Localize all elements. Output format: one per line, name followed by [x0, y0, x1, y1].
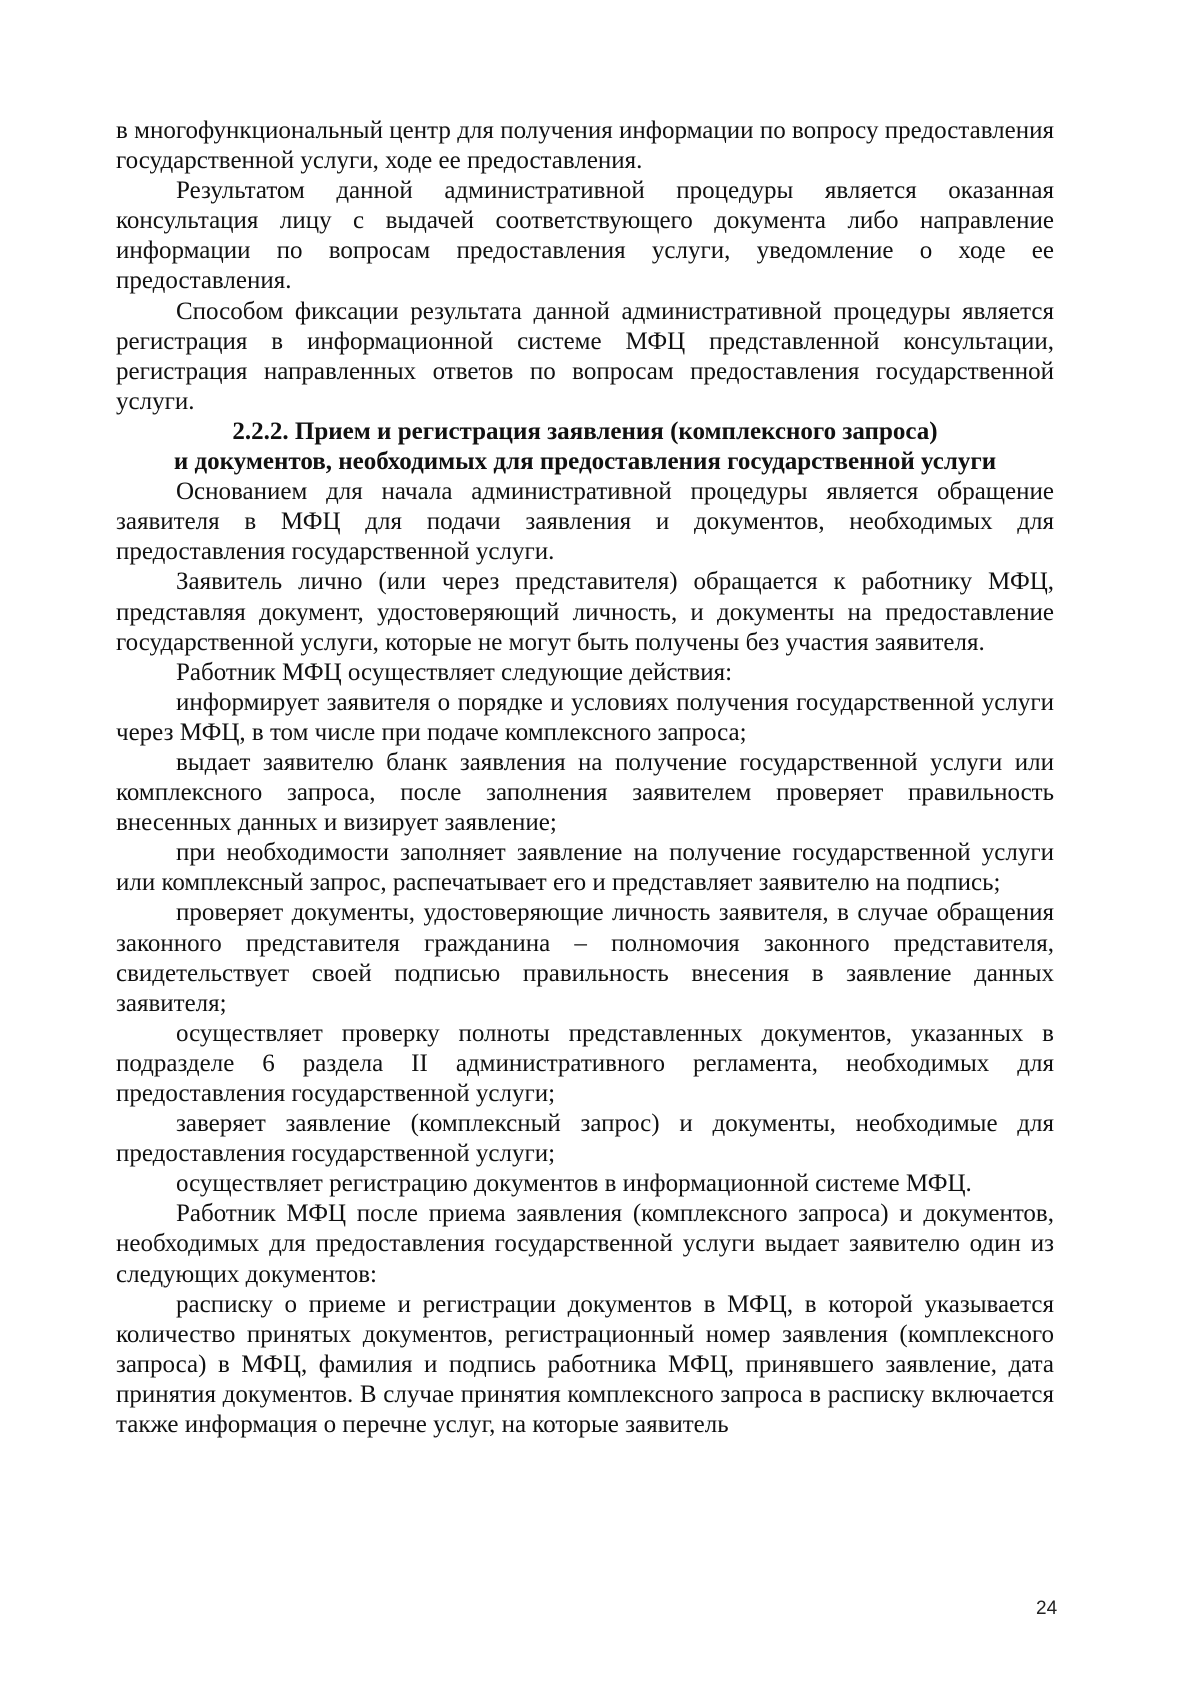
- paragraph-continuation: в многофункциональный центр для получения информации по вопросу предоставления государственной услуги, ходе ее предоставления.: [116, 117, 1054, 175]
- paragraph-result: Результатом данной административной процедуры является оказанная консультация лицу с выдачей соответствующего документа либо направление информации по вопросам предоставления услуги, уведомление о ходе ее предоставления.: [116, 177, 1054, 295]
- section-heading-line-2: и документов, необходимых для предоставления государственной услуги: [173, 448, 997, 476]
- paragraph-after-acceptance: Работник МФЦ после приема заявления (комплексного запроса) и документов, необходимых для предоставления государственной услуги выдает заявителю один из следующих документов:: [116, 1200, 1054, 1288]
- paragraph-fixation: Способом фиксации результата данной административной процедуры является регистрация в информационной системе МФЦ представленной консультации, регистрация направленных ответов по вопросам предоставления государственной услуги.: [116, 297, 1054, 415]
- paragraph-basis: Основанием для начала административной процедуры является обращение заявителя в МФЦ для подачи заявления и документов, необходимых для предоставления государственной услуги.: [116, 478, 1054, 566]
- list-item-registers: осуществляет регистрацию документов в информационной системе МФЦ.: [176, 1170, 972, 1198]
- paragraph-receipt: расписку о приеме и регистрации документов в МФЦ, в которой указывается количество принятых документов, регистрационный номер заявления (комплексного запроса) в МФЦ, фамилия и подпись работника МФЦ, принявшего заявление, дата принятия документов. В случае принятия комплексного запроса в расписку включается также информация о перечне услуг, на которые заявитель: [116, 1290, 1054, 1439]
- list-item-informs: информирует заявителя о порядке и условиях получения государственной услуги через МФЦ, в том числе при подаче комплексного запроса;: [116, 688, 1054, 746]
- paragraph-actions-intro: Работник МФЦ осуществляет следующие действия:: [176, 658, 733, 686]
- document-body: [116, 116, 1054, 1440]
- paragraph-applicant: Заявитель лично (или через представителя) обращается к работнику МФЦ, представляя документ, удостоверяющий личность, и документы на предоставление государственной услуги, которые не могут быть получены без участия заявителя.: [116, 568, 1054, 656]
- list-item-verifies-identity: проверяет документы, удостоверяющие личность заявителя, в случае обращения законного представителя гражданина – полномочия законного представителя, свидетельствует своей подписью правильность внесения в заявление данных заявителя;: [116, 899, 1054, 1017]
- section-heading-line-1: 2.2.2. Прием и регистрация заявления (комплексного запроса): [232, 417, 938, 445]
- page-number: 24: [1036, 1598, 1058, 1619]
- list-item-fills-application: при необходимости заполняет заявление на получение государственной услуги или комплексный запрос, распечатывает его и представляет заявителю на подпись;: [116, 839, 1054, 897]
- list-item-issues-form: выдает заявителю бланк заявления на получение государственной услуги или комплексного запроса, после заполнения заявителем проверяет правильность внесенных данных и визирует заявление;: [116, 748, 1054, 837]
- list-item-checks-completeness: осуществляет проверку полноты представленных документов, указанных в подразделе 6 раздела II административного регламента, необходимых для предоставления государственной услуги;: [116, 1019, 1054, 1107]
- list-item-certifies: заверяет заявление (комплексный запрос) и документы, необходимые для предоставления государственной услуги;: [116, 1110, 1054, 1168]
